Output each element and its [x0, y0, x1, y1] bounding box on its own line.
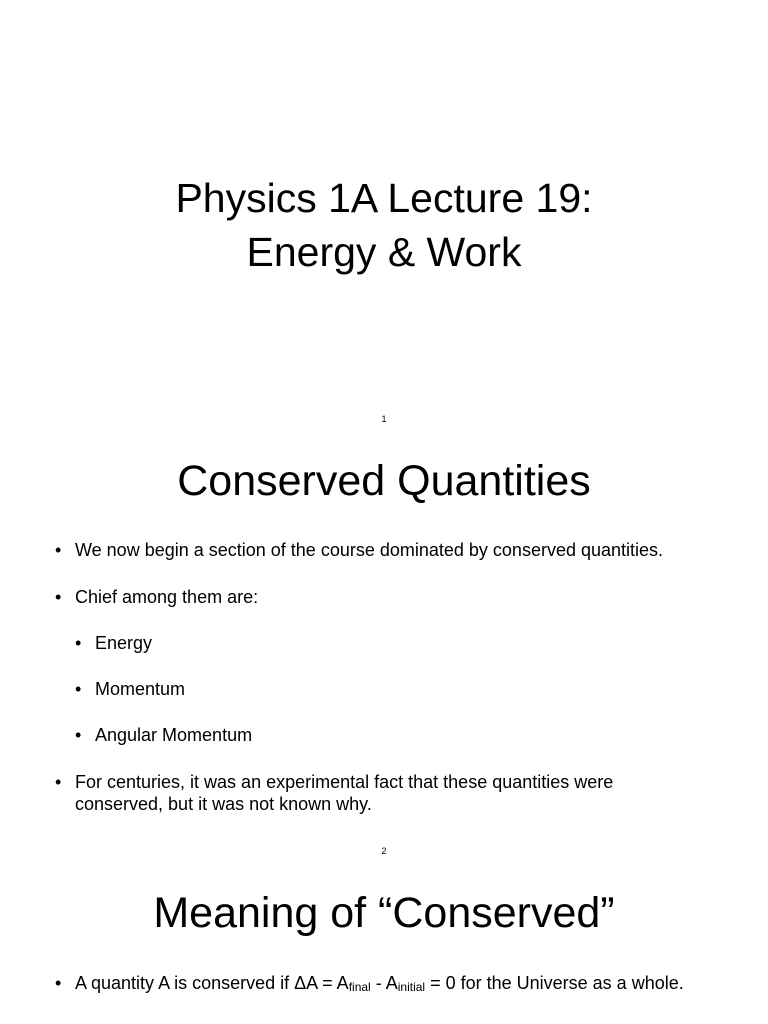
bullet-icon: • — [75, 633, 82, 653]
bullet-icon: • — [75, 679, 82, 699]
sub-bullet-item — [75, 678, 735, 700]
slide-2-title: Conserved Quantities — [177, 457, 591, 505]
slide-1-title-line-2: Energy & Work — [246, 229, 522, 275]
bullet-icon: • — [55, 587, 62, 607]
slide-3-title: Meaning of “Conserved” — [153, 889, 615, 937]
bullet-icon: • — [55, 772, 62, 792]
subscript-final: final — [348, 980, 371, 994]
bullet-item — [55, 972, 695, 996]
bullet-text: We now begin a section of the course dominated by conserved quantities. — [75, 540, 664, 560]
bullet-icon: • — [55, 973, 62, 993]
bullet-text: For centuries, it was an experimental fact that these quantities were conserved, but it was not known why. — [75, 772, 614, 814]
bullet-icon: • — [75, 725, 82, 745]
bullet-item — [55, 586, 735, 608]
bullet-text: Angular Momentum — [95, 725, 253, 745]
bullet-item — [55, 539, 735, 561]
equation-minus: - A — [370, 973, 398, 993]
bullet-text: Energy — [95, 633, 153, 653]
slide-1-title-line-1: Physics 1A Lecture 19: — [175, 175, 593, 221]
bullet-item — [55, 771, 675, 815]
page-number-2: 2 — [381, 846, 387, 856]
bullet-text: Momentum — [95, 679, 186, 699]
sub-bullet-item — [75, 632, 735, 654]
bullet-text — [75, 973, 684, 993]
slide-1-title — [0, 171, 768, 279]
bullet-text: Chief among them are: — [75, 587, 259, 607]
page-number-1: 1 — [381, 414, 387, 424]
equation-prefix: A quantity A is conserved if ΔA = A — [75, 973, 349, 993]
bullet-icon: • — [55, 540, 62, 560]
equation-suffix: = 0 for the Universe as a whole. — [425, 973, 684, 993]
sub-bullet-item — [75, 724, 735, 746]
subscript-initial: initial — [397, 980, 426, 994]
